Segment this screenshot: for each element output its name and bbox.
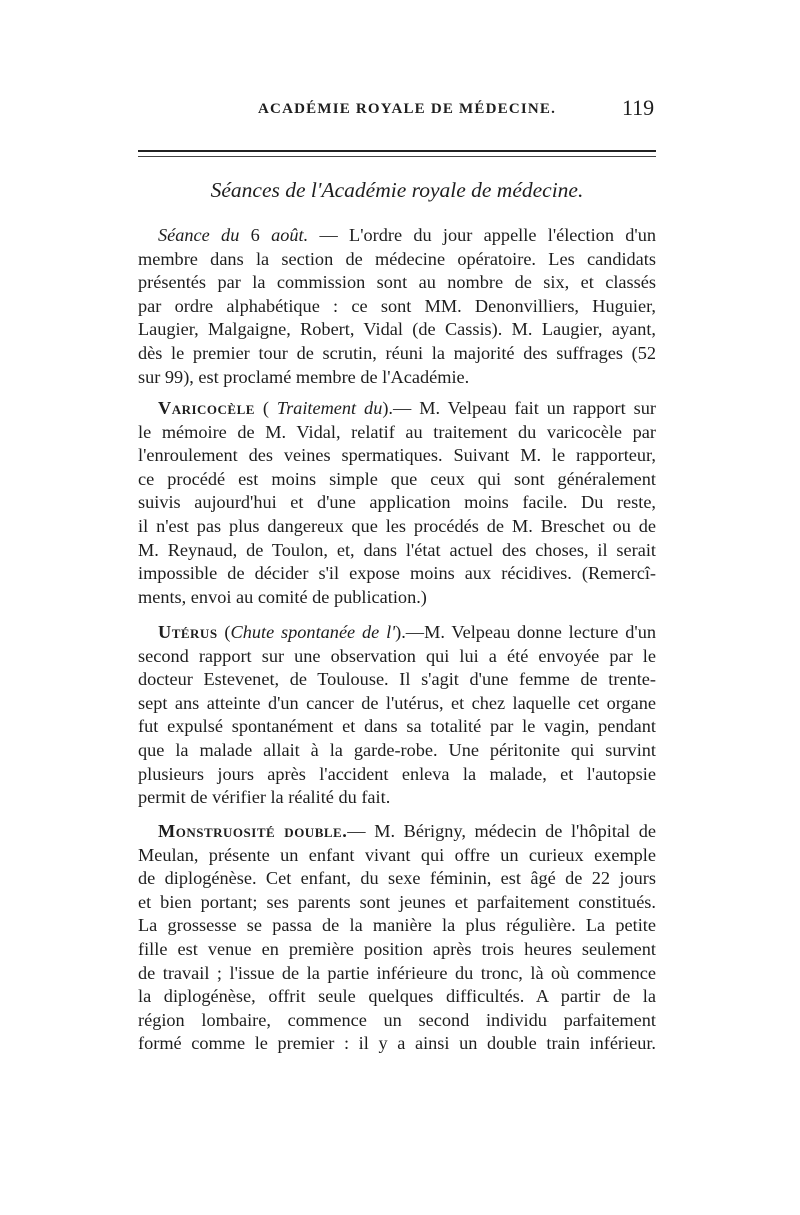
entry-subtitle: Chute spontanée de l': [230, 622, 396, 642]
text-line: — L'ordre du jour appelle l'élection d'un: [308, 225, 656, 245]
entry-title: Monstruosité double.: [158, 821, 348, 841]
text-line: le mémoire de M. Vidal, relatif au traitement du varicocèle par: [138, 421, 656, 442]
entry-subtitle: Traitement du: [276, 398, 383, 418]
paragraph-first-line: [138, 820, 656, 844]
text-line: sept ans atteinte d'un cancer de l'utérus, et chez laquelle cet organe: [138, 692, 656, 713]
text-line: — M. Bérigny, médecin de l'hôpital de: [347, 821, 656, 841]
paragraph-first-line: [138, 621, 656, 645]
text-line: par ordre alphabétique : ce sont MM. Denonvilliers, Huguier,: [138, 295, 656, 316]
text-line: l'enroulement des veines spermatiques. Suivant M. le rapporteur,: [138, 445, 656, 466]
text-line: Meulan, présente un enfant vivant qui offre un curieux exemple: [138, 844, 656, 865]
text-line: de travail ; l'issue de la partie inférieure du tronc, là où commence: [138, 962, 656, 983]
entry-title: Utérus: [158, 622, 218, 642]
text-line: de diplogénèse. Cet enfant, du sexe féminin, est âgé de 22 jours: [138, 868, 656, 889]
text-line: ce procédé est moins simple que ceux qui sont généralement: [138, 468, 656, 489]
text-line: membre dans la section de médecine opératoire. Les candidats: [138, 248, 656, 269]
seance-label: Séance du: [158, 225, 240, 245]
paragraph-first-line: [138, 224, 656, 248]
seance-month: août.: [271, 225, 309, 245]
text-line: impossible de décider s'il expose moins aux récidives. (Remercî-: [138, 563, 656, 584]
text-line: présentés par la commission sont au nombre de six, et classés: [138, 272, 656, 293]
paragraph-monstruosite: [138, 820, 656, 1056]
text-line: ).—M. Velpeau donne lecture d'un: [395, 622, 656, 642]
text-line: sur 99), est proclamé membre de l'Académie.: [138, 366, 470, 387]
text-line: et bien portant; ses parents sont jeunes et parfaitement constitués.: [138, 891, 656, 912]
text-line: fut expulsé spontanément et dans sa totalité par le vagin, pendant: [138, 716, 656, 737]
text-line: docteur Estevenet, de Toulouse. Il s'agit d'une femme de trente-: [138, 669, 656, 690]
text-line: fille est venue en première position après trois heures seulement: [138, 938, 656, 959]
running-header-title: ACADÉMIE ROYALE DE MÉDECINE.: [258, 101, 557, 117]
text-line: ).— M. Velpeau fait un rapport sur: [382, 398, 656, 418]
text-line: dès le premier tour de scrutin, réuni la majorité des suffrages (52: [138, 342, 656, 363]
text-line: plusieurs jours après l'accident enleva la malade, et l'autopsie: [138, 763, 656, 784]
text-line: suivis aujourd'hui et d'une application moins facile. Du reste,: [138, 492, 656, 513]
paren-open: (: [217, 622, 231, 642]
header-rule: [138, 150, 656, 157]
paren-open: (: [254, 398, 277, 418]
text-line: ments, envoi au comité de publication.): [138, 586, 427, 607]
text-line: second rapport sur une observation qui lui a été envoyée par le: [138, 645, 656, 666]
paragraph-uterus: [138, 621, 656, 810]
text-line: formé comme le premier : il y a ainsi un double train inférieur.: [138, 1033, 656, 1054]
text-line: la diplogénèse, offrit seule quelques difficultés. A partir de la: [138, 986, 656, 1007]
text-line: Laugier, Malgaigne, Robert, Vidal (de Cassis). M. Laugier, ayant,: [138, 319, 656, 340]
paragraph-varicocele: [138, 397, 656, 609]
text-line: M. Reynaud, de Toulon, et, dans l'état actuel des choses, il serait: [138, 539, 656, 560]
text-line: La grossesse se passa de la manière la plus régulière. La petite: [138, 915, 656, 936]
text-line: permit de vérifier la réalité du fait.: [138, 787, 391, 808]
page-number: 119: [622, 95, 655, 120]
text-line: il n'est pas plus dangereux que les procédés de M. Breschet ou de: [138, 515, 656, 536]
text-line: que la malade allait à la garde-robe. Une péritonite qui survint: [138, 739, 656, 760]
paragraph-first-line: [138, 397, 656, 421]
entry-title: Varicocèle: [158, 398, 255, 418]
paragraph-seance: [138, 224, 656, 389]
text-line: région lombaire, commence un second individu parfaitement: [138, 1009, 656, 1030]
section-title: Séances de l'Académie royale de médecine.: [210, 178, 584, 202]
seance-date: 6: [239, 225, 272, 245]
